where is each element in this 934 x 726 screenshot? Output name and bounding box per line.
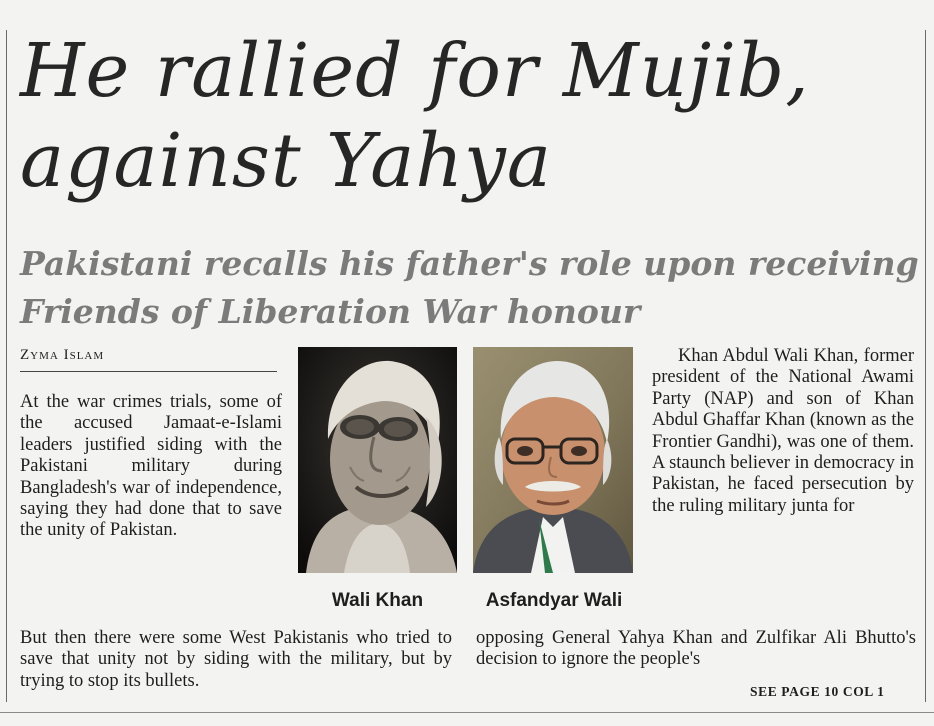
caption-wali-khan: Wali Khan — [331, 590, 424, 611]
headline — [20, 26, 920, 206]
headline-line-2: against Yahya — [20, 118, 552, 204]
headline-line-1: He rallied for Mujib, — [20, 28, 810, 114]
subheadline — [20, 240, 920, 336]
article-column-right: Khan Abdul Wali Khan, former president of the National Awami Party (NAP) and son of Khan Abdul Ghaffar Khan (known as the Frontier Gandhi), was one of them. A staunch believer in democracy in Pakistan, he faced persecution by the ruling military junta for — [652, 346, 914, 516]
continuation-link[interactable]: SEE PAGE 10 COL 1 — [750, 684, 885, 699]
column-rule-right — [925, 30, 926, 702]
photo-wali-khan — [298, 347, 457, 573]
subheadline-line-1: Pakistani recalls his father's role upon receiving — [20, 244, 919, 283]
byline-divider — [20, 371, 277, 372]
page-bottom-rule — [0, 712, 934, 713]
photo-asfandyar-wali — [473, 347, 633, 573]
article-bottom-right: opposing General Yahya Khan and Zulfikar Ali Bhutto's decision to ignore the people's — [476, 628, 916, 670]
column-rule-left — [6, 30, 7, 702]
article-column-1: At the war crimes trials, some of the accused Jamaat-e-Islami leaders justified siding with the Pakistani military during Bangladesh's war of independence, saying they had done that to save the unity of Pakistan. — [20, 392, 282, 541]
byline: Zyma Islam — [20, 347, 105, 363]
caption-asfandyar-wali: Asfandyar Wali — [485, 590, 623, 611]
article-bottom-left: But then there were some West Pakistanis who tried to save that unity not by siding with the military, but by trying to stop its bullets. — [20, 628, 452, 691]
subheadline-line-2: Friends of Liberation War honour — [20, 292, 641, 331]
